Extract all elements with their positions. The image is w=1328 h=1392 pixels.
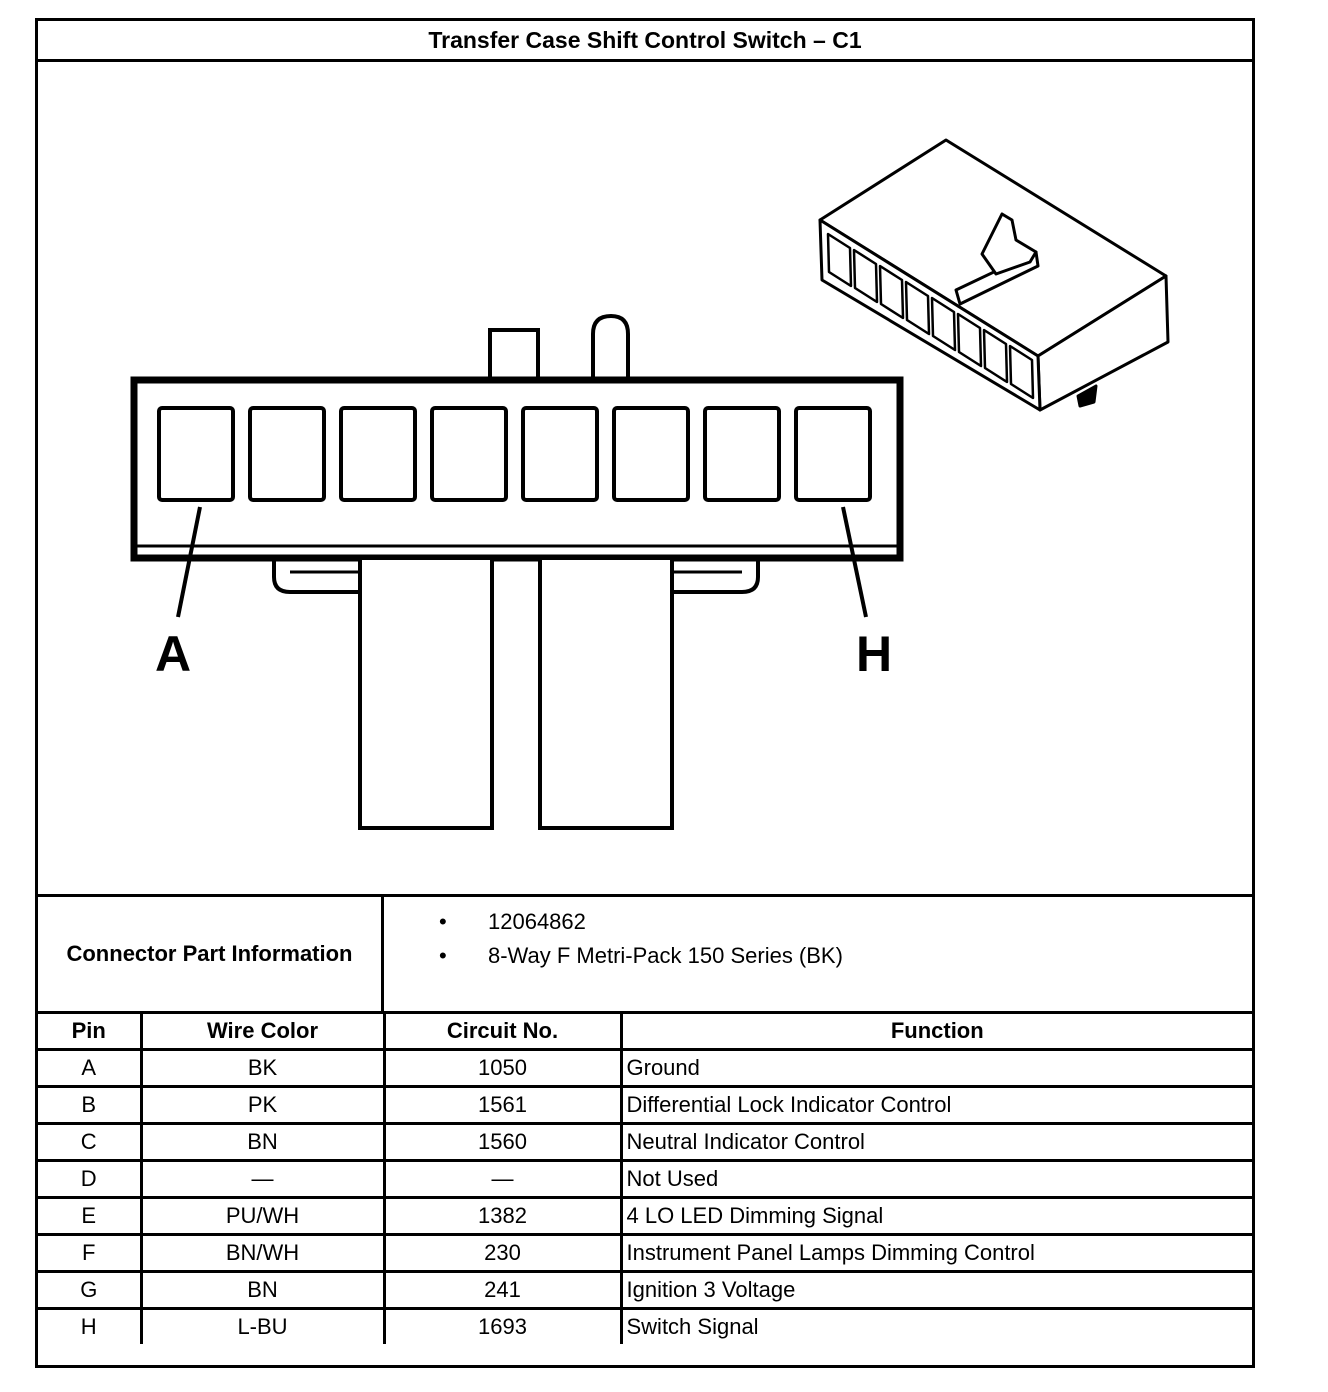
connector-info-item bbox=[384, 905, 1252, 939]
circuit-cell: 230 bbox=[384, 1235, 621, 1272]
wire-color-cell: — bbox=[141, 1161, 384, 1198]
wire-color-cell: PK bbox=[141, 1087, 384, 1124]
table-row bbox=[38, 1235, 1252, 1272]
wire-color-cell: BK bbox=[141, 1050, 384, 1087]
page-title: Transfer Case Shift Control Switch – C1 bbox=[38, 21, 1252, 62]
table-row bbox=[38, 1198, 1252, 1235]
connector-description: 8-Way F Metri-Pack 150 Series (BK) bbox=[488, 943, 843, 968]
connector-part-info bbox=[38, 894, 1252, 1011]
wire-color-cell: PU/WH bbox=[141, 1198, 384, 1235]
circuit-cell: 1050 bbox=[384, 1050, 621, 1087]
table-row bbox=[38, 1161, 1252, 1198]
harness-leg-left bbox=[360, 558, 492, 828]
function-cell: Switch Signal bbox=[621, 1309, 1252, 1345]
bullet-icon: • bbox=[439, 909, 447, 934]
wire-color-cell: BN/WH bbox=[141, 1235, 384, 1272]
table-row bbox=[38, 1272, 1252, 1309]
function-cell: Ignition 3 Voltage bbox=[621, 1272, 1252, 1309]
pin-cell: A bbox=[38, 1050, 141, 1087]
connector-isometric-view bbox=[820, 140, 1168, 410]
right-rail bbox=[672, 558, 758, 592]
connector-info-item bbox=[384, 939, 1252, 973]
table-row bbox=[38, 1050, 1252, 1087]
circuit-cell: 241 bbox=[384, 1272, 621, 1309]
header-circuit: Circuit No. bbox=[384, 1013, 621, 1050]
table-row bbox=[38, 1087, 1252, 1124]
bullet-icon: • bbox=[439, 943, 447, 968]
header-function: Function bbox=[621, 1013, 1252, 1050]
pin-cell: G bbox=[38, 1272, 141, 1309]
pin-cell: F bbox=[38, 1235, 141, 1272]
connector-diagram bbox=[38, 62, 1252, 894]
pin-cell: E bbox=[38, 1198, 141, 1235]
table-header-row bbox=[38, 1013, 1252, 1050]
connector-info-label: Connector Part Information bbox=[38, 897, 384, 1011]
wire-color-cell: L-BU bbox=[141, 1309, 384, 1345]
connector-figure bbox=[38, 62, 1252, 894]
connector-face-view bbox=[134, 316, 900, 828]
callout-label-a: A bbox=[154, 626, 192, 682]
wire-color-cell: BN bbox=[141, 1272, 384, 1309]
wire-color-cell: BN bbox=[141, 1124, 384, 1161]
function-cell: 4 LO LED Dimming Signal bbox=[621, 1198, 1252, 1235]
pin-cell: H bbox=[38, 1309, 141, 1345]
header-wire-color: Wire Color bbox=[141, 1013, 384, 1050]
function-cell: Differential Lock Indicator Control bbox=[621, 1087, 1252, 1124]
part-number: 12064862 bbox=[488, 909, 586, 934]
circuit-cell: — bbox=[384, 1161, 621, 1198]
function-cell: Not Used bbox=[621, 1161, 1252, 1198]
pin-cell: C bbox=[38, 1124, 141, 1161]
pin-cell: B bbox=[38, 1087, 141, 1124]
circuit-cell: 1693 bbox=[384, 1309, 621, 1345]
pinout-table bbox=[38, 1011, 1252, 1344]
circuit-cell: 1560 bbox=[384, 1124, 621, 1161]
circuit-cell: 1561 bbox=[384, 1087, 621, 1124]
harness-leg-right bbox=[540, 558, 672, 828]
left-rail bbox=[274, 558, 360, 592]
callout-label-h: H bbox=[855, 626, 893, 682]
connector-info-list bbox=[384, 897, 1252, 1019]
pin-cell: D bbox=[38, 1161, 141, 1198]
table-row bbox=[38, 1124, 1252, 1161]
function-cell: Instrument Panel Lamps Dimming Control bbox=[621, 1235, 1252, 1272]
connector-sheet bbox=[35, 18, 1255, 1368]
header-pin: Pin bbox=[38, 1013, 141, 1050]
function-cell: Ground bbox=[621, 1050, 1252, 1087]
circuit-cell: 1382 bbox=[384, 1198, 621, 1235]
function-cell: Neutral Indicator Control bbox=[621, 1124, 1252, 1161]
table-row bbox=[38, 1309, 1252, 1345]
